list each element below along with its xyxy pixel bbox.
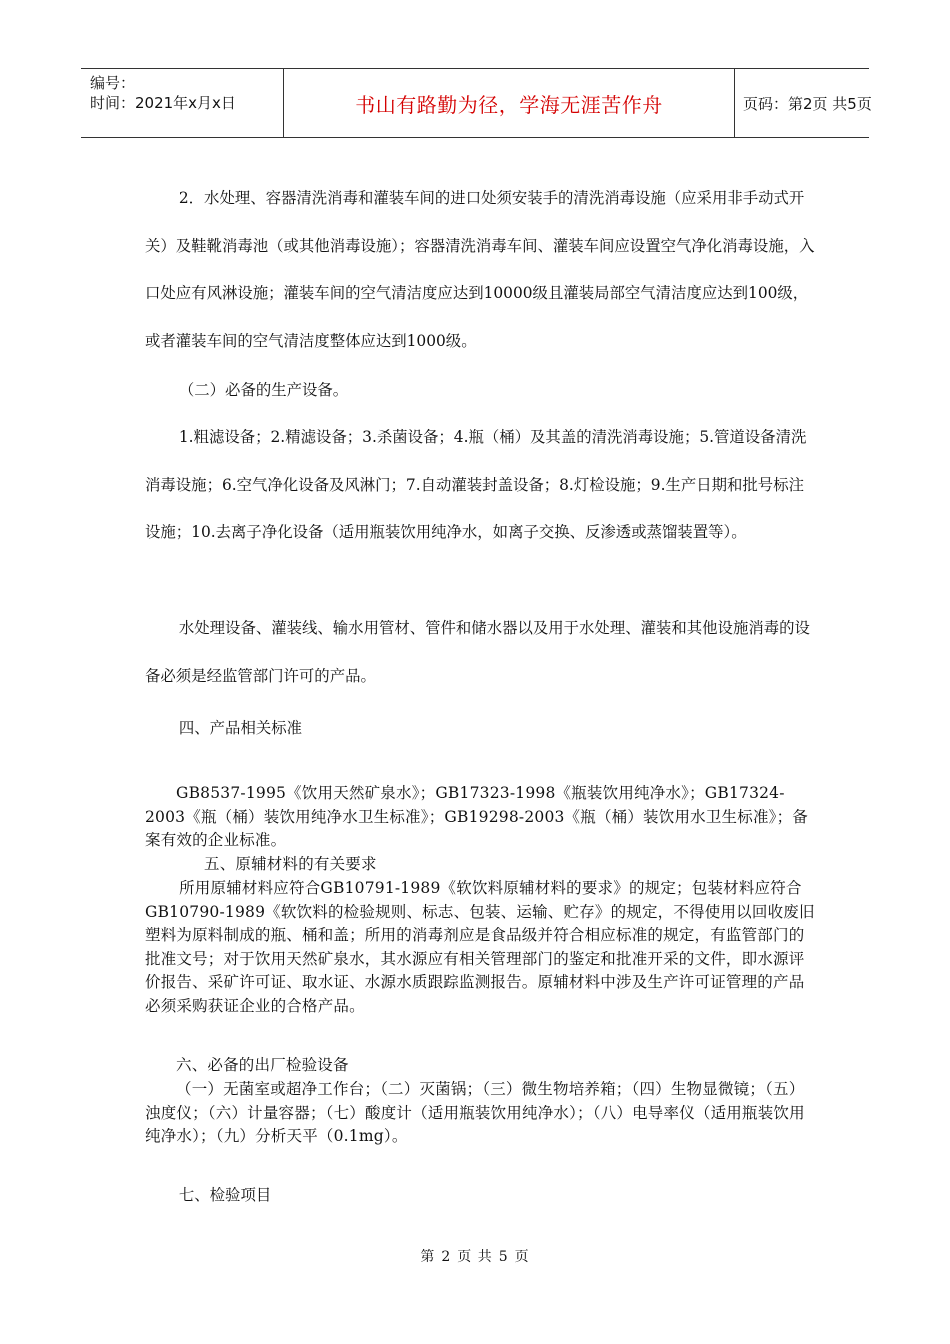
page-header <box>81 68 872 138</box>
section-heading-standards: 四、产品相关标准 <box>178 719 303 737</box>
paragraph-standards: GB8537-1995《饮用天然矿泉水》；GB17323-1998《瓶装饮用纯净水》；GB17324-2003《瓶（桶）装饮用纯净水卫生标准》；GB19298-2003《瓶（桶）装饮用水卫生标准》；备案有效的企业标准。 <box>145 784 809 849</box>
paragraph-hygiene-facilities: 2．水处理、容器清洗消毒和灌装车间的进口处须安装手的清洗消毒设施（应采用非手动式开关）及鞋靴消毒池（或其他消毒设施）；容器清洗消毒车间、灌装车间应设置空气净化消毒设施，入口处应有风淋设施；灌装车间的空气清洁度应达到10000级且灌装局部空气清洁度应达到100级，或者灌装车间的空气清洁度整体应达到1000级。 <box>145 189 815 350</box>
page-footer <box>0 1246 950 1266</box>
footer-page-number: 2 <box>441 1249 452 1265</box>
paragraph-materials: 所用原辅材料应符合GB10791-1989《软饮料原辅材料的要求》的规定；包装材料应符合GB10790-1989《软饮料的检验规则、标志、包装、运输、贮存》的规定，不得使用以回收废旧塑料为原料制成的瓶、桶和盖；所用的消毒剂应是食品级并符合相应标准的规定，有监管部门的批准文号；对于饮用天然矿泉水，其水源应有相关管理部门的鉴定和批准开采的文件，即水源评价报告、采矿许可证、取水证、水源水质跟踪监测报告。原辅材料中涉及生产许可证管理的产品必须采购获证企业的合格产品。 <box>145 879 815 1015</box>
footer-suffix: 页 <box>514 1249 530 1265</box>
document-date: 时间：2021年x月x日 <box>90 94 236 112</box>
header-page-info: 页码：第2页 共5页 <box>743 94 872 113</box>
section-heading-inspection-items: 七、检验项目 <box>178 1186 272 1204</box>
header-meta <box>81 69 283 137</box>
paragraph-equipment-list: 1.粗滤设备；2.精滤设备；3.杀菌设备；4.瓶（桶）及其盖的清洗消毒设施；5.管道设备清洗消毒设施；6.空气净化设备及风淋门；7.自动灌装封盖设备；8.灯检设施；9.生产日期和批号标注设施；10.去离子净化设备（适用瓶装饮用纯净水，如离子交换、反渗透或蒸馏装置等）。 <box>145 428 807 541</box>
paragraph-equipment-note: 水处理设备、灌装线、输水用管材、管件和储水器以及用于水处理、灌装和其他设施消毒的设备必须是经监管部门许可的产品。 <box>145 619 810 685</box>
footer-middle: 页 共 <box>457 1249 493 1265</box>
header-motto: 书山有路勤为径，学海无涯苦作舟 <box>283 69 735 137</box>
section-heading-materials: 五、原辅材料的有关要求 <box>204 855 377 873</box>
footer-prefix: 第 <box>420 1249 436 1265</box>
footer-total-pages: 5 <box>498 1249 509 1265</box>
document-number-label: 编号： <box>90 74 136 92</box>
section-heading-inspection-equipment: 六、必备的出厂检验设备 <box>176 1056 349 1074</box>
paragraph-inspection-equipment: （一）无菌室或超净工作台；（二）灭菌锅；（三）微生物培养箱；（四）生物显微镜；（五）浊度仪；（六）计量容器；（七）酸度计（适用瓶装饮用纯净水）；（八）电导率仪（适用瓶装饮用纯净水）；（九）分析天平（0.1mg）。 <box>145 1080 805 1145</box>
section-heading-production-equipment: （二）必备的生产设备。 <box>178 381 349 399</box>
